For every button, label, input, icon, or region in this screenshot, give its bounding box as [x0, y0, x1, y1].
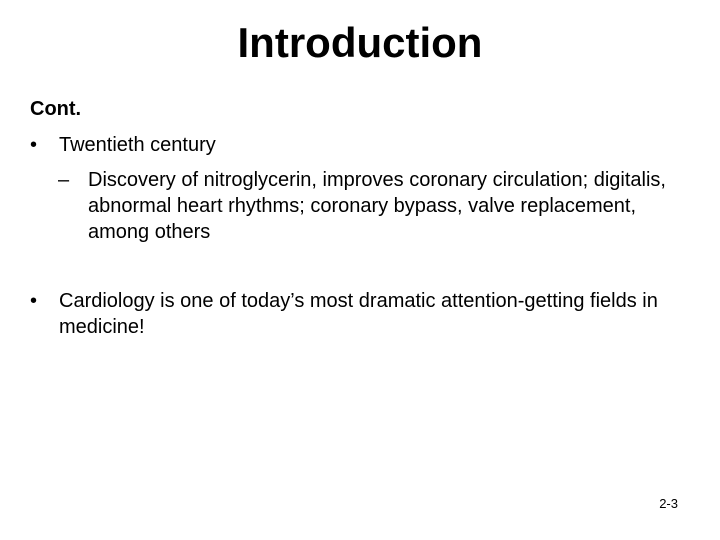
bullet-cardiology — [30, 288, 700, 340]
sub-bullet-discoveries — [58, 167, 688, 245]
bullet-twentieth-century — [30, 132, 690, 158]
bullet-text: Cardiology is one of today’s most dramatic attention-getting fields in medicine! — [59, 290, 658, 338]
sub-bullet-text: Discovery of nitroglycerin, improves coronary circulation; digitalis, abnormal heart rhythms; coronary bypass, valve replacement, among others — [88, 169, 666, 243]
bullet-marker: • — [30, 290, 38, 312]
bullet-text: Twentieth century — [59, 134, 216, 156]
sub-bullet-marker: – — [58, 169, 70, 191]
slide-title: Introduction — [237, 19, 483, 66]
bullet-marker: • — [30, 134, 38, 156]
page-number: 2-3 — [659, 496, 678, 511]
slide-subheading: Cont. — [30, 98, 82, 120]
